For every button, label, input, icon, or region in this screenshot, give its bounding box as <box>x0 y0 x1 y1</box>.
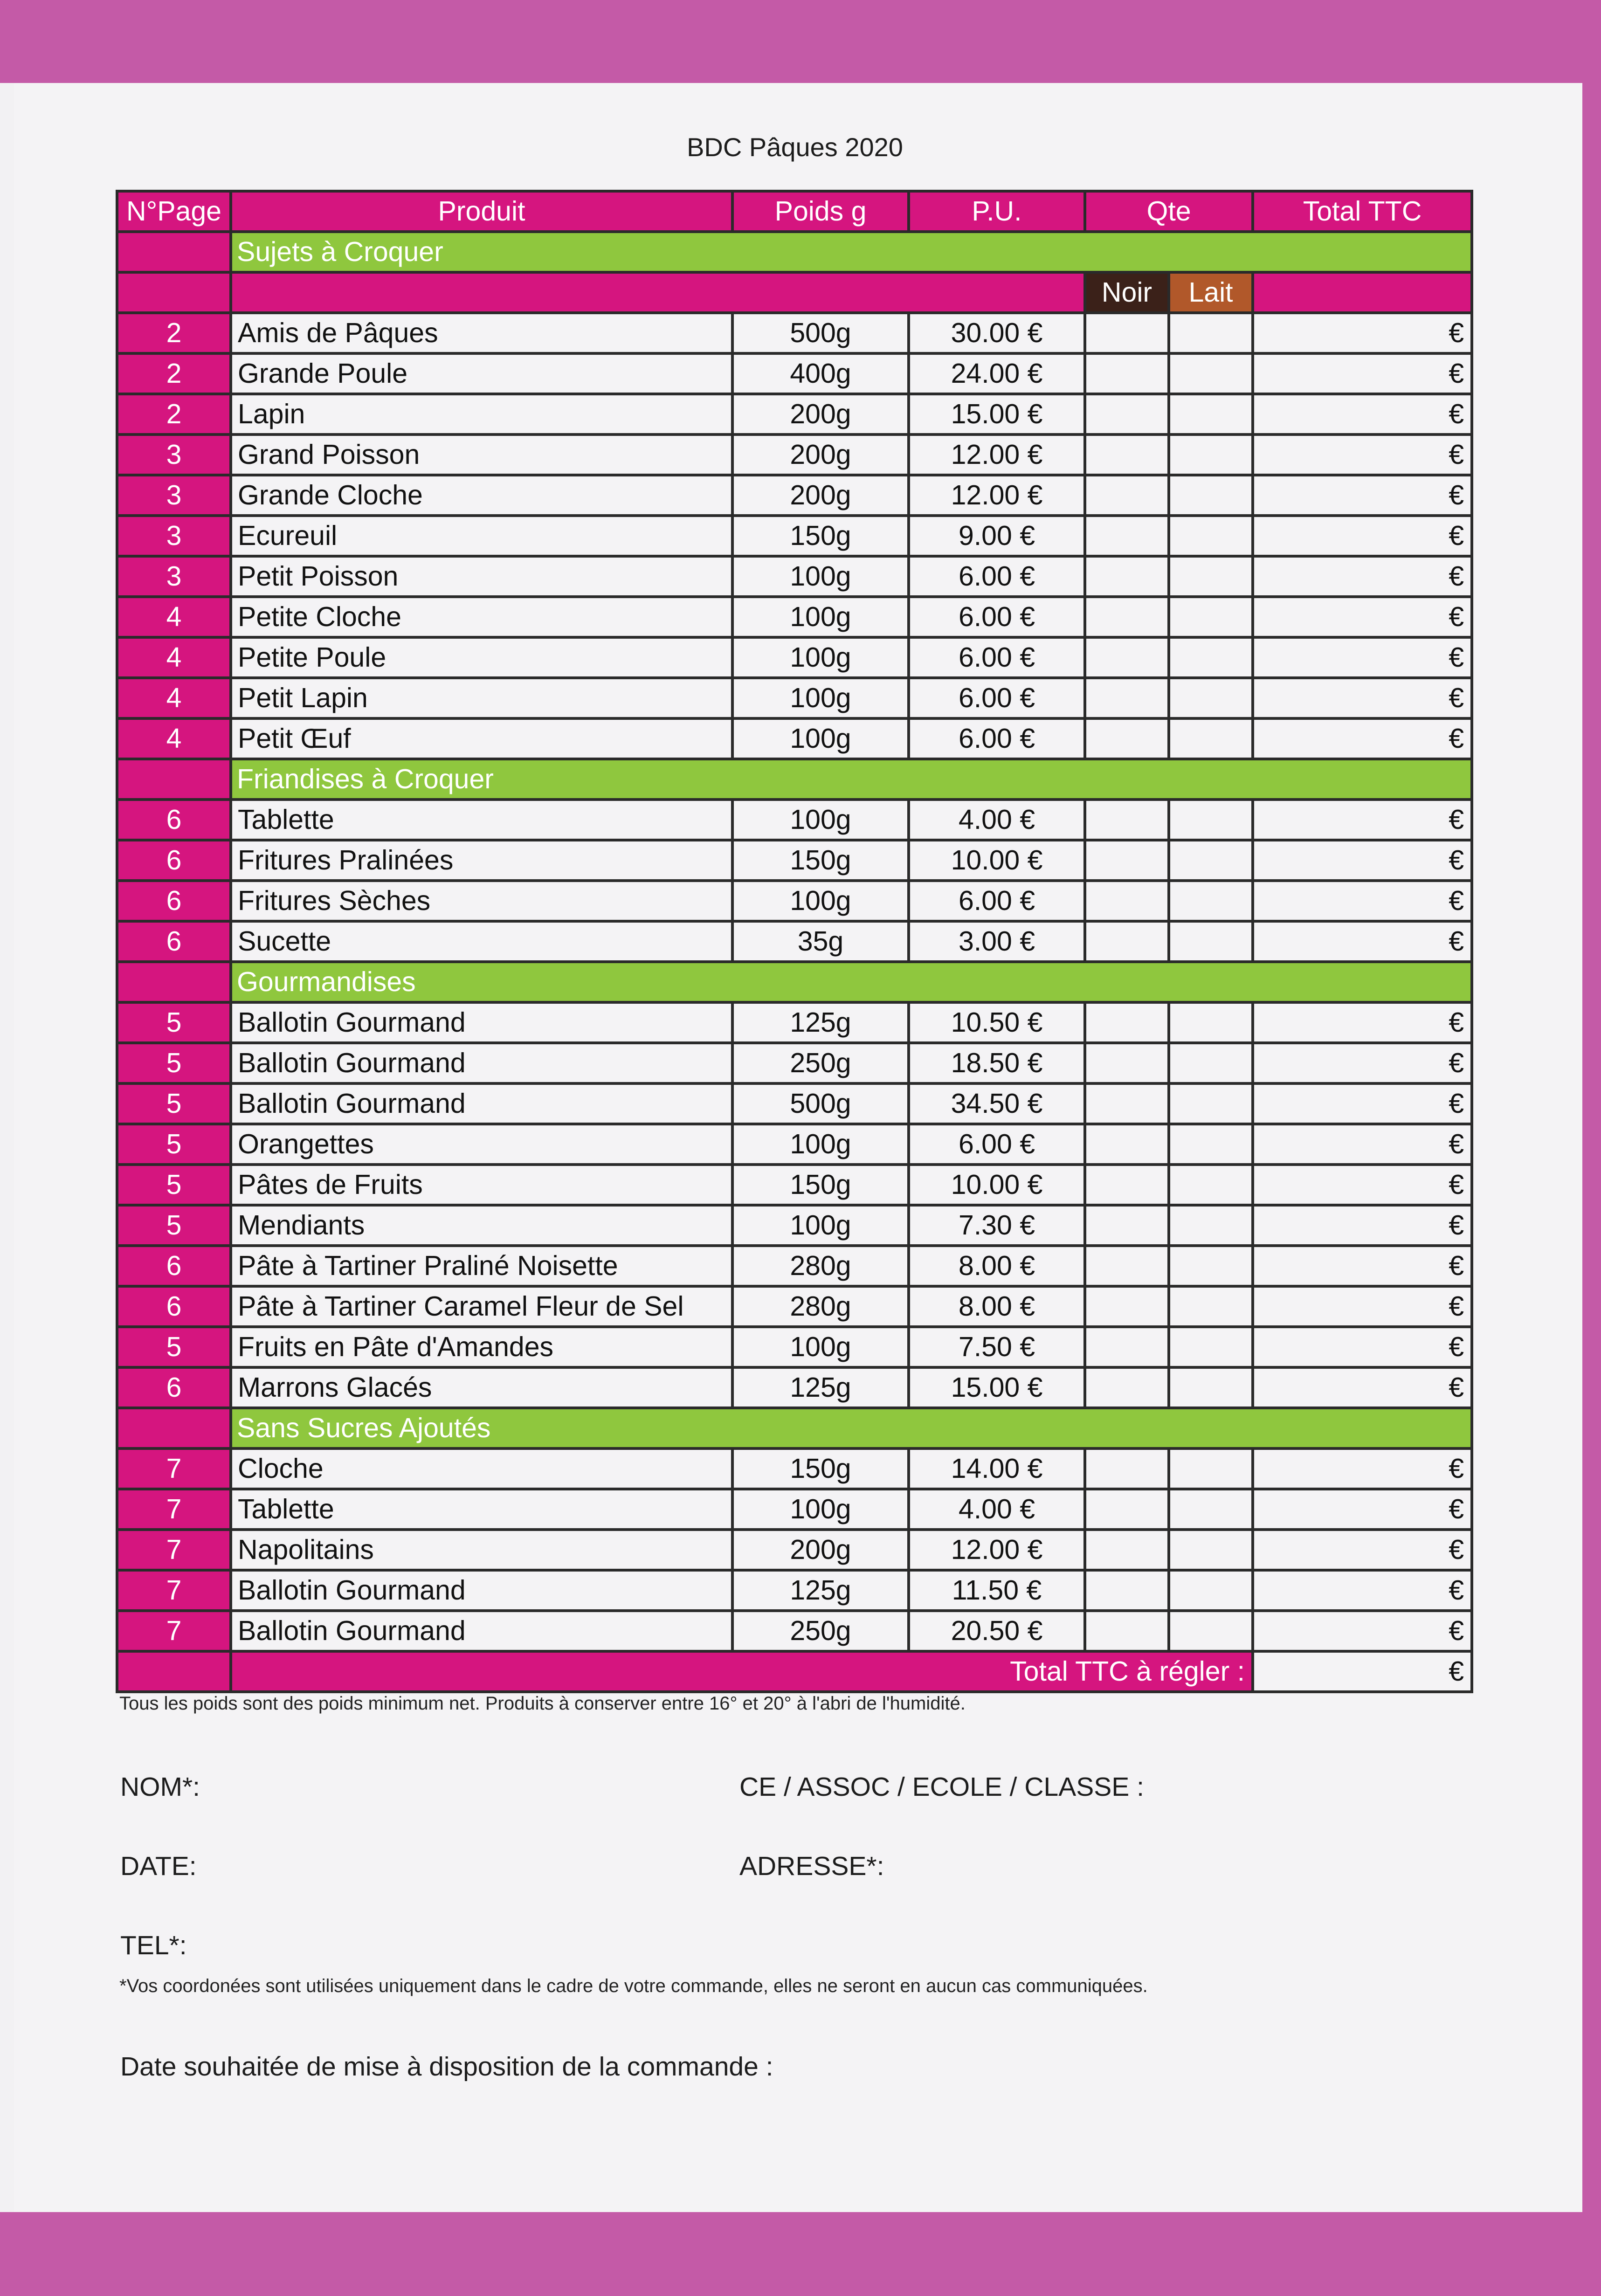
qty-subheader-row <box>117 272 1472 313</box>
total-cell: € <box>1253 434 1472 475</box>
product-cell: Pâtes de Fruits <box>231 1165 732 1205</box>
table-row <box>117 475 1472 516</box>
price-cell: 14.00 € <box>909 1448 1085 1489</box>
price-cell: 10.00 € <box>909 840 1085 881</box>
qty-noir-input[interactable] <box>1085 881 1169 921</box>
total-cell: € <box>1253 881 1472 921</box>
page-cell: 3 <box>117 434 231 475</box>
weight-cell: 125g <box>732 1570 909 1611</box>
subheader-total-cell <box>1253 272 1472 313</box>
qty-lait-input[interactable] <box>1169 556 1253 597</box>
page-cell: 3 <box>117 556 231 597</box>
weight-cell: 100g <box>732 1489 909 1530</box>
nom-label: NOM*: <box>120 1772 200 1802</box>
product-cell: Tablette <box>231 800 732 840</box>
qty-noir-input[interactable] <box>1085 1611 1169 1651</box>
qty-noir-input[interactable] <box>1085 678 1169 718</box>
qty-noir-input[interactable] <box>1085 1124 1169 1165</box>
page-cell: 5 <box>117 1043 231 1083</box>
page-cell: 7 <box>117 1570 231 1611</box>
total-cell: € <box>1253 1327 1472 1367</box>
qty-lait-input[interactable] <box>1169 881 1253 921</box>
grand-total-value: € <box>1253 1651 1472 1692</box>
weight-cell: 100g <box>732 1327 909 1367</box>
total-cell: € <box>1253 1570 1472 1611</box>
page-cell: 7 <box>117 1448 231 1489</box>
privacy-note: *Vos coordonées sont utilisées uniquement dans le cadre de votre commande, elles ne seront en aucun cas communiquées. <box>119 1976 1148 1996</box>
weight-cell: 100g <box>732 556 909 597</box>
storage-note: Tous les poids sont des poids minimum net. Produits à conserver entre 16° et 20° à l'abri de l'humidité. <box>119 1693 966 1714</box>
price-cell: 15.00 € <box>909 394 1085 434</box>
qty-lait-input[interactable] <box>1169 800 1253 840</box>
header-page: N°Page <box>117 191 231 232</box>
qty-lait-input[interactable] <box>1169 353 1253 394</box>
tel-field[interactable] <box>120 1930 187 1961</box>
date-label: DATE: <box>120 1851 197 1881</box>
qty-lait-input[interactable] <box>1169 1448 1253 1489</box>
price-cell: 8.00 € <box>909 1246 1085 1286</box>
qty-noir-input[interactable] <box>1085 1002 1169 1043</box>
price-cell: 10.50 € <box>909 1002 1085 1043</box>
qty-lait-input[interactable] <box>1169 1367 1253 1408</box>
price-cell: 24.00 € <box>909 353 1085 394</box>
order-table-body <box>117 191 1472 1692</box>
weight-cell: 400g <box>732 353 909 394</box>
page-cell: 5 <box>117 1124 231 1165</box>
page-cell: 2 <box>117 394 231 434</box>
qty-noir-input[interactable] <box>1085 1205 1169 1246</box>
weight-cell: 150g <box>732 516 909 556</box>
weight-cell: 125g <box>732 1367 909 1408</box>
qty-noir-header: Noir <box>1085 272 1169 313</box>
qty-noir-input[interactable] <box>1085 1367 1169 1408</box>
qty-noir-input[interactable] <box>1085 475 1169 516</box>
qty-lait-input[interactable] <box>1169 1570 1253 1611</box>
weight-cell: 150g <box>732 1165 909 1205</box>
total-cell: € <box>1253 556 1472 597</box>
section-row <box>117 759 1472 800</box>
table-row <box>117 597 1472 637</box>
weight-cell: 200g <box>732 475 909 516</box>
page-cell: 6 <box>117 1286 231 1327</box>
product-cell: Amis de Pâques <box>231 313 732 353</box>
header-product: Produit <box>231 191 732 232</box>
table-row <box>117 1165 1472 1205</box>
price-cell: 30.00 € <box>909 313 1085 353</box>
page-cell: 3 <box>117 516 231 556</box>
qty-lait-input[interactable] <box>1169 1286 1253 1327</box>
product-cell: Ballotin Gourmand <box>231 1083 732 1124</box>
qty-noir-input[interactable] <box>1085 1083 1169 1124</box>
price-cell: 11.50 € <box>909 1570 1085 1611</box>
table-row <box>117 1327 1472 1367</box>
qty-lait-input[interactable] <box>1169 1205 1253 1246</box>
qty-noir-input[interactable] <box>1085 1570 1169 1611</box>
product-cell: Grande Poule <box>231 353 732 394</box>
qty-lait-input[interactable] <box>1169 1165 1253 1205</box>
total-cell: € <box>1253 637 1472 678</box>
page-cell: 5 <box>117 1205 231 1246</box>
total-cell: € <box>1253 800 1472 840</box>
total-cell: € <box>1253 1165 1472 1205</box>
qty-noir-input[interactable] <box>1085 840 1169 881</box>
page-cell: 5 <box>117 1327 231 1367</box>
table-row <box>117 1002 1472 1043</box>
qty-lait-input[interactable] <box>1169 1002 1253 1043</box>
weight-cell: 280g <box>732 1246 909 1286</box>
product-cell: Petite Cloche <box>231 597 732 637</box>
page-cell: 4 <box>117 597 231 637</box>
table-row <box>117 556 1472 597</box>
total-cell: € <box>1253 1448 1472 1489</box>
table-row <box>117 1043 1472 1083</box>
table-row <box>117 1489 1472 1530</box>
total-cell: € <box>1253 921 1472 962</box>
total-cell: € <box>1253 678 1472 718</box>
total-cell: € <box>1253 475 1472 516</box>
price-cell: 6.00 € <box>909 881 1085 921</box>
price-cell: 12.00 € <box>909 434 1085 475</box>
weight-cell: 250g <box>732 1611 909 1651</box>
subheader-page-cell <box>117 272 231 313</box>
bottom-band <box>0 2212 1601 2296</box>
total-cell: € <box>1253 1530 1472 1570</box>
table-row <box>117 1124 1472 1165</box>
total-cell: € <box>1253 1367 1472 1408</box>
page-cell: 2 <box>117 313 231 353</box>
qty-lait-input[interactable] <box>1169 1327 1253 1367</box>
qty-lait-input[interactable] <box>1169 516 1253 556</box>
table-row <box>117 1448 1472 1489</box>
qty-noir-input[interactable] <box>1085 1489 1169 1530</box>
page-cell: 5 <box>117 1083 231 1124</box>
page-cell: 4 <box>117 637 231 678</box>
qty-lait-input[interactable] <box>1169 678 1253 718</box>
page-cell: 6 <box>117 921 231 962</box>
qty-noir-input[interactable] <box>1085 597 1169 637</box>
weight-cell: 125g <box>732 1002 909 1043</box>
tel-label: TEL*: <box>120 1931 187 1960</box>
product-cell: Ecureuil <box>231 516 732 556</box>
header-weight: Poids g <box>732 191 909 232</box>
page-cell: 4 <box>117 718 231 759</box>
page-cell: 5 <box>117 1002 231 1043</box>
table-row <box>117 1611 1472 1651</box>
weight-cell: 200g <box>732 434 909 475</box>
total-cell: € <box>1253 516 1472 556</box>
price-cell: 34.50 € <box>909 1083 1085 1124</box>
section-page-cell <box>117 1408 231 1448</box>
total-cell: € <box>1253 597 1472 637</box>
price-cell: 6.00 € <box>909 556 1085 597</box>
page-cell: 6 <box>117 1246 231 1286</box>
qty-lait-input[interactable] <box>1169 1043 1253 1083</box>
table-row <box>117 881 1472 921</box>
product-cell: Lapin <box>231 394 732 434</box>
section-row <box>117 962 1472 1002</box>
qty-lait-input[interactable] <box>1169 840 1253 881</box>
total-cell: € <box>1253 353 1472 394</box>
page-cell: 6 <box>117 881 231 921</box>
qty-lait-header: Lait <box>1169 272 1253 313</box>
page-cell: 4 <box>117 678 231 718</box>
total-cell: € <box>1253 1489 1472 1530</box>
weight-cell: 280g <box>732 1286 909 1327</box>
total-cell: € <box>1253 1083 1472 1124</box>
right-band <box>1582 0 1601 2296</box>
table-row <box>117 394 1472 434</box>
price-cell: 4.00 € <box>909 1489 1085 1530</box>
section-name: Sujets à Croquer <box>231 232 1472 272</box>
weight-cell: 100g <box>732 1124 909 1165</box>
qty-noir-input[interactable] <box>1085 1165 1169 1205</box>
price-cell: 10.00 € <box>909 1165 1085 1205</box>
page-cell: 2 <box>117 353 231 394</box>
qty-noir-input[interactable] <box>1085 556 1169 597</box>
weight-cell: 100g <box>732 678 909 718</box>
product-cell: Sucette <box>231 921 732 962</box>
price-cell: 6.00 € <box>909 718 1085 759</box>
qty-lait-input[interactable] <box>1169 1489 1253 1530</box>
delivery-date-label: Date souhaitée de mise à disposition de la commande : <box>120 2052 773 2082</box>
weight-cell: 150g <box>732 840 909 881</box>
price-cell: 20.50 € <box>909 1611 1085 1651</box>
qty-lait-input[interactable] <box>1169 1611 1253 1651</box>
grand-total-page-cell <box>117 1651 231 1692</box>
weight-cell: 500g <box>732 1083 909 1124</box>
weight-cell: 100g <box>732 637 909 678</box>
table-row <box>117 678 1472 718</box>
table-row <box>117 1083 1472 1124</box>
order-table <box>116 190 1473 1693</box>
section-name: Sans Sucres Ajoutés <box>231 1408 1472 1448</box>
page-cell: 5 <box>117 1165 231 1205</box>
table-row <box>117 637 1472 678</box>
table-row <box>117 353 1472 394</box>
product-cell: Marrons Glacés <box>231 1367 732 1408</box>
section-name: Friandises à Croquer <box>231 759 1472 800</box>
grand-total-row <box>117 1651 1472 1692</box>
header-qty: Qte <box>1085 191 1253 232</box>
total-cell: € <box>1253 394 1472 434</box>
price-cell: 12.00 € <box>909 1530 1085 1570</box>
product-cell: Mendiants <box>231 1205 732 1246</box>
price-cell: 8.00 € <box>909 1286 1085 1327</box>
qty-lait-input[interactable] <box>1169 597 1253 637</box>
header-unit-price: P.U. <box>909 191 1085 232</box>
qty-noir-input[interactable] <box>1085 1043 1169 1083</box>
qty-lait-input[interactable] <box>1169 718 1253 759</box>
qty-noir-input[interactable] <box>1085 516 1169 556</box>
table-row <box>117 840 1472 881</box>
ce-field[interactable] <box>739 1772 1144 1802</box>
nom-field[interactable] <box>120 1772 200 1802</box>
weight-cell: 100g <box>732 800 909 840</box>
total-cell: € <box>1253 718 1472 759</box>
top-band <box>0 0 1601 83</box>
total-cell: € <box>1253 1246 1472 1286</box>
price-cell: 6.00 € <box>909 678 1085 718</box>
qty-lait-input[interactable] <box>1169 1083 1253 1124</box>
section-page-cell <box>117 759 231 800</box>
table-row <box>117 434 1472 475</box>
section-row <box>117 1408 1472 1448</box>
section-name: Gourmandises <box>231 962 1472 1002</box>
product-cell: Ballotin Gourmand <box>231 1611 732 1651</box>
product-cell: Orangettes <box>231 1124 732 1165</box>
table-row <box>117 1530 1472 1570</box>
product-cell: Grand Poisson <box>231 434 732 475</box>
qty-noir-input[interactable] <box>1085 637 1169 678</box>
table-row <box>117 1205 1472 1246</box>
adresse-label: ADRESSE*: <box>739 1851 884 1881</box>
page-cell: 3 <box>117 475 231 516</box>
qty-lait-input[interactable] <box>1169 394 1253 434</box>
qty-noir-input[interactable] <box>1085 1246 1169 1286</box>
product-cell: Petit Poisson <box>231 556 732 597</box>
qty-noir-input[interactable] <box>1085 434 1169 475</box>
price-cell: 7.50 € <box>909 1327 1085 1367</box>
header-row <box>117 191 1472 232</box>
price-cell: 12.00 € <box>909 475 1085 516</box>
weight-cell: 100g <box>732 1205 909 1246</box>
qty-noir-input[interactable] <box>1085 1448 1169 1489</box>
qty-noir-input[interactable] <box>1085 394 1169 434</box>
qty-noir-input[interactable] <box>1085 1530 1169 1570</box>
weight-cell: 500g <box>732 313 909 353</box>
price-cell: 7.30 € <box>909 1205 1085 1246</box>
price-cell: 6.00 € <box>909 1124 1085 1165</box>
table-row <box>117 1286 1472 1327</box>
qty-lait-input[interactable] <box>1169 1246 1253 1286</box>
page-cell: 7 <box>117 1530 231 1570</box>
table-row <box>117 1367 1472 1408</box>
qty-lait-input[interactable] <box>1169 434 1253 475</box>
qty-lait-input[interactable] <box>1169 637 1253 678</box>
product-cell: Napolitains <box>231 1530 732 1570</box>
qty-noir-input[interactable] <box>1085 353 1169 394</box>
product-cell: Ballotin Gourmand <box>231 1043 732 1083</box>
table-row <box>117 313 1472 353</box>
subheader-blank-cell <box>231 272 1085 313</box>
qty-noir-input[interactable] <box>1085 1327 1169 1367</box>
qty-noir-input[interactable] <box>1085 800 1169 840</box>
qty-noir-input[interactable] <box>1085 718 1169 759</box>
date-field[interactable] <box>120 1851 197 1882</box>
weight-cell: 100g <box>732 718 909 759</box>
weight-cell: 150g <box>732 1448 909 1489</box>
adresse-field[interactable] <box>739 1851 884 1882</box>
table-row <box>117 1246 1472 1286</box>
section-page-cell <box>117 232 231 272</box>
price-cell: 3.00 € <box>909 921 1085 962</box>
table-row <box>117 921 1472 962</box>
product-cell: Ballotin Gourmand <box>231 1570 732 1611</box>
product-cell: Petit Œuf <box>231 718 732 759</box>
grand-total-label: Total TTC à régler : <box>231 1651 1253 1692</box>
table-row <box>117 516 1472 556</box>
total-cell: € <box>1253 1205 1472 1246</box>
page-cell: 7 <box>117 1611 231 1651</box>
weight-cell: 200g <box>732 394 909 434</box>
weight-cell: 35g <box>732 921 909 962</box>
product-cell: Cloche <box>231 1448 732 1489</box>
qty-noir-input[interactable] <box>1085 921 1169 962</box>
page-cell: 6 <box>117 840 231 881</box>
qty-lait-input[interactable] <box>1169 1124 1253 1165</box>
total-cell: € <box>1253 1611 1472 1651</box>
qty-lait-input[interactable] <box>1169 475 1253 516</box>
table-row <box>117 1570 1472 1611</box>
price-cell: 15.00 € <box>909 1367 1085 1408</box>
header-total: Total TTC <box>1253 191 1472 232</box>
table-row <box>117 718 1472 759</box>
product-cell: Fritures Pralinées <box>231 840 732 881</box>
section-row <box>117 232 1472 272</box>
total-cell: € <box>1253 1124 1472 1165</box>
total-cell: € <box>1253 840 1472 881</box>
page-cell: 7 <box>117 1489 231 1530</box>
price-cell: 9.00 € <box>909 516 1085 556</box>
product-cell: Grande Cloche <box>231 475 732 516</box>
qty-noir-input[interactable] <box>1085 313 1169 353</box>
product-cell: Fritures Sèches <box>231 881 732 921</box>
total-cell: € <box>1253 313 1472 353</box>
document-title: BDC Pâques 2020 <box>687 132 903 162</box>
qty-lait-input[interactable] <box>1169 921 1253 962</box>
total-cell: € <box>1253 1286 1472 1327</box>
qty-noir-input[interactable] <box>1085 1286 1169 1327</box>
table-row <box>117 800 1472 840</box>
weight-cell: 100g <box>732 881 909 921</box>
weight-cell: 200g <box>732 1530 909 1570</box>
page-cell: 6 <box>117 800 231 840</box>
qty-lait-input[interactable] <box>1169 313 1253 353</box>
product-cell: Ballotin Gourmand <box>231 1002 732 1043</box>
product-cell: Pâte à Tartiner Caramel Fleur de Sel <box>231 1286 732 1327</box>
price-cell: 4.00 € <box>909 800 1085 840</box>
price-cell: 6.00 € <box>909 597 1085 637</box>
total-cell: € <box>1253 1002 1472 1043</box>
delivery-date-field[interactable] <box>120 2051 773 2082</box>
total-cell: € <box>1253 1043 1472 1083</box>
product-cell: Pâte à Tartiner Praliné Noisette <box>231 1246 732 1286</box>
product-cell: Petite Poule <box>231 637 732 678</box>
product-cell: Tablette <box>231 1489 732 1530</box>
price-cell: 6.00 € <box>909 637 1085 678</box>
weight-cell: 100g <box>732 597 909 637</box>
product-cell: Petit Lapin <box>231 678 732 718</box>
qty-lait-input[interactable] <box>1169 1530 1253 1570</box>
section-page-cell <box>117 962 231 1002</box>
price-cell: 18.50 € <box>909 1043 1085 1083</box>
product-cell: Fruits en Pâte d'Amandes <box>231 1327 732 1367</box>
ce-label: CE / ASSOC / ECOLE / CLASSE : <box>739 1772 1144 1802</box>
weight-cell: 250g <box>732 1043 909 1083</box>
page-cell: 6 <box>117 1367 231 1408</box>
